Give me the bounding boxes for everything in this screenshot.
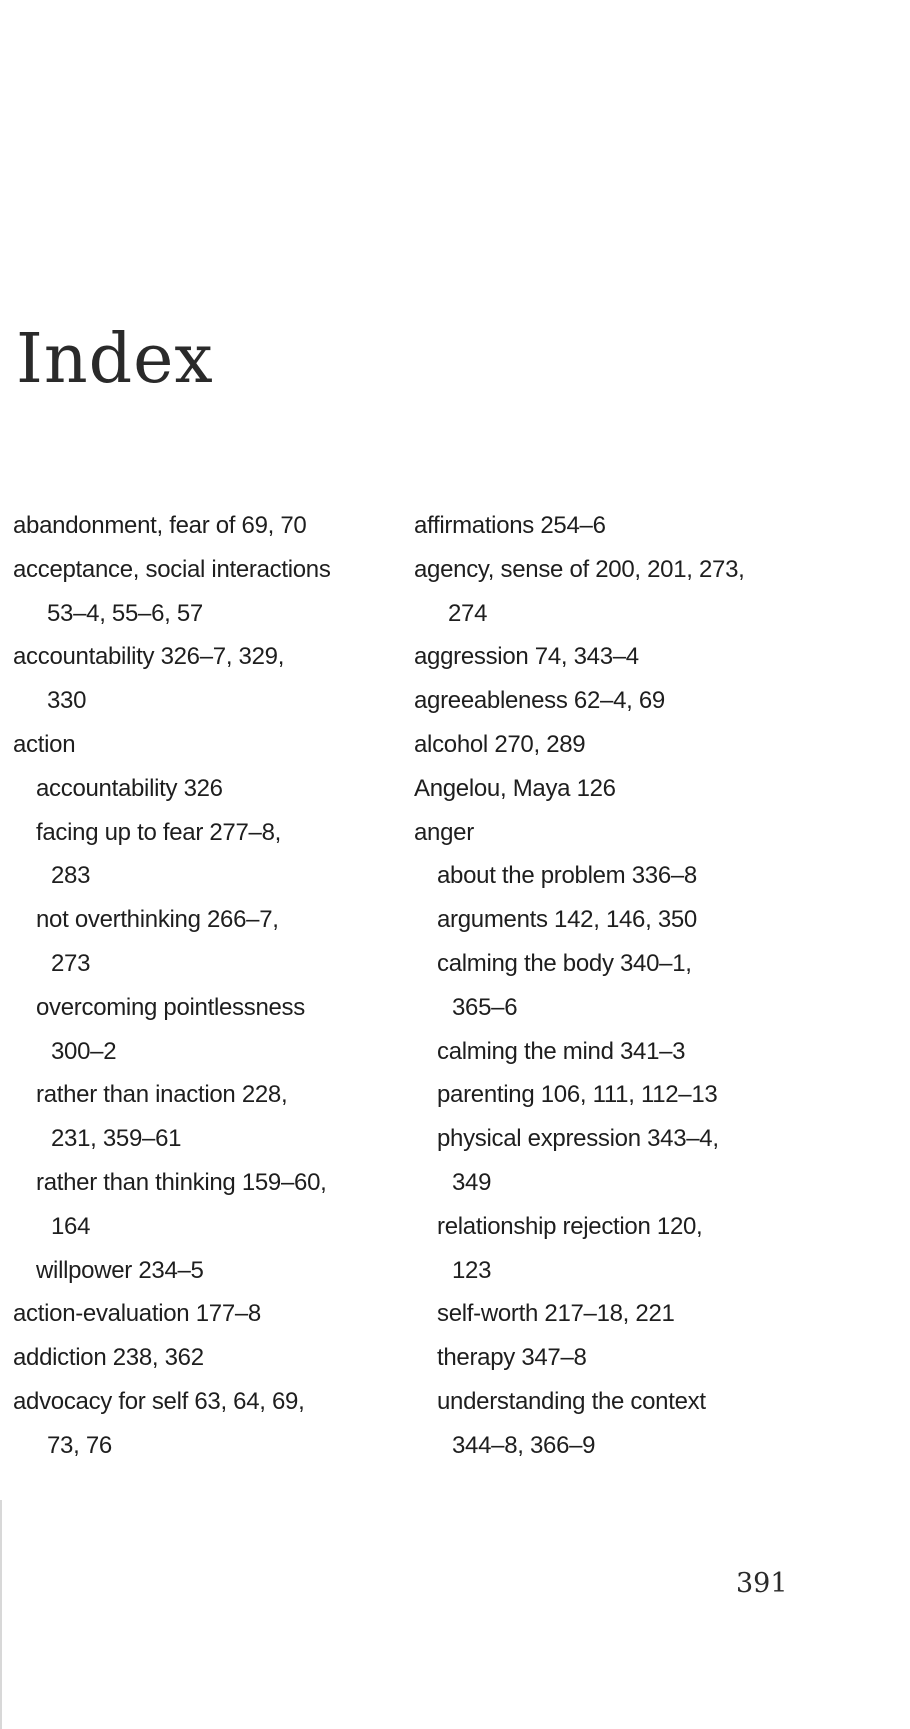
index-continuation: 330	[47, 687, 87, 715]
index-subentry: about the problem 336–8	[437, 862, 697, 890]
index-entry: addiction 238, 362	[13, 1344, 204, 1372]
index-entry: action-evaluation 177–8	[13, 1300, 261, 1328]
index-subentry: accountability 326	[36, 774, 223, 802]
index-sub-continuation: 273	[51, 950, 91, 977]
index-subentry: rather than thinking 159–60,	[36, 1169, 327, 1196]
index-continuation: 53–4, 55–6, 57	[47, 599, 203, 627]
index-subentry: calming the body 340–1,	[437, 950, 692, 977]
index-entry: agency, sense of 200, 201, 273,	[414, 555, 745, 583]
index-subentry: willpower 234–5	[36, 1256, 204, 1284]
index-subentry: arguments 142, 146, 350	[437, 906, 697, 934]
index-entry: anger	[414, 818, 474, 846]
index-continuation: 73, 76	[47, 1431, 112, 1459]
index-subentry: facing up to fear 277–8,	[36, 818, 281, 846]
index-entry: action	[13, 731, 76, 758]
index-subentry: therapy 347–8	[437, 1344, 587, 1372]
index-subentry: understanding the context	[437, 1388, 706, 1415]
index-sub-continuation: 123	[452, 1256, 492, 1284]
index-subentry: relationship rejection 120,	[437, 1212, 703, 1240]
index-entry: accountability 326–7, 329,	[13, 643, 285, 671]
index-subentry: rather than inaction 228,	[36, 1081, 288, 1109]
index-entry: Angelou, Maya 126	[414, 774, 616, 802]
index-sub-continuation: 164	[51, 1212, 91, 1240]
index-subentry: not overthinking 266–7,	[36, 906, 279, 934]
index-entry: affirmations 254–6	[414, 512, 606, 539]
index-entry: acceptance, social interactions	[13, 555, 331, 583]
index-sub-continuation: 300–2	[51, 1037, 117, 1065]
index-sub-continuation: 283	[51, 862, 91, 890]
index-entry: abandonment, fear of 69, 70	[13, 512, 307, 539]
index-entry: alcohol 270, 289	[414, 731, 586, 758]
index-subentry: parenting 106, 111, 112–13	[437, 1081, 718, 1109]
index-entry: advocacy for self 63, 64, 69,	[13, 1388, 305, 1415]
index-sub-continuation: 365–6	[452, 993, 518, 1021]
index-entry: agreeableness 62–4, 69	[414, 687, 665, 715]
index-subentry: calming the mind 341–3	[437, 1037, 686, 1065]
index-sub-continuation: 344–8, 366–9	[452, 1431, 596, 1459]
index-sub-continuation: 231, 359–61	[51, 1125, 182, 1153]
index-continuation: 274	[448, 599, 488, 627]
scan-edge-divider	[0, 1500, 2, 1729]
page-title: Index	[16, 320, 214, 399]
index-subentry: self-worth 217–18, 221	[437, 1300, 675, 1328]
index-entry: aggression 74, 343–4	[414, 643, 639, 671]
index-sub-continuation: 349	[452, 1169, 492, 1196]
page-number: 391	[736, 1568, 788, 1599]
index-subentry: physical expression 343–4,	[437, 1125, 719, 1153]
index-subentry: overcoming pointlessness	[36, 993, 305, 1021]
